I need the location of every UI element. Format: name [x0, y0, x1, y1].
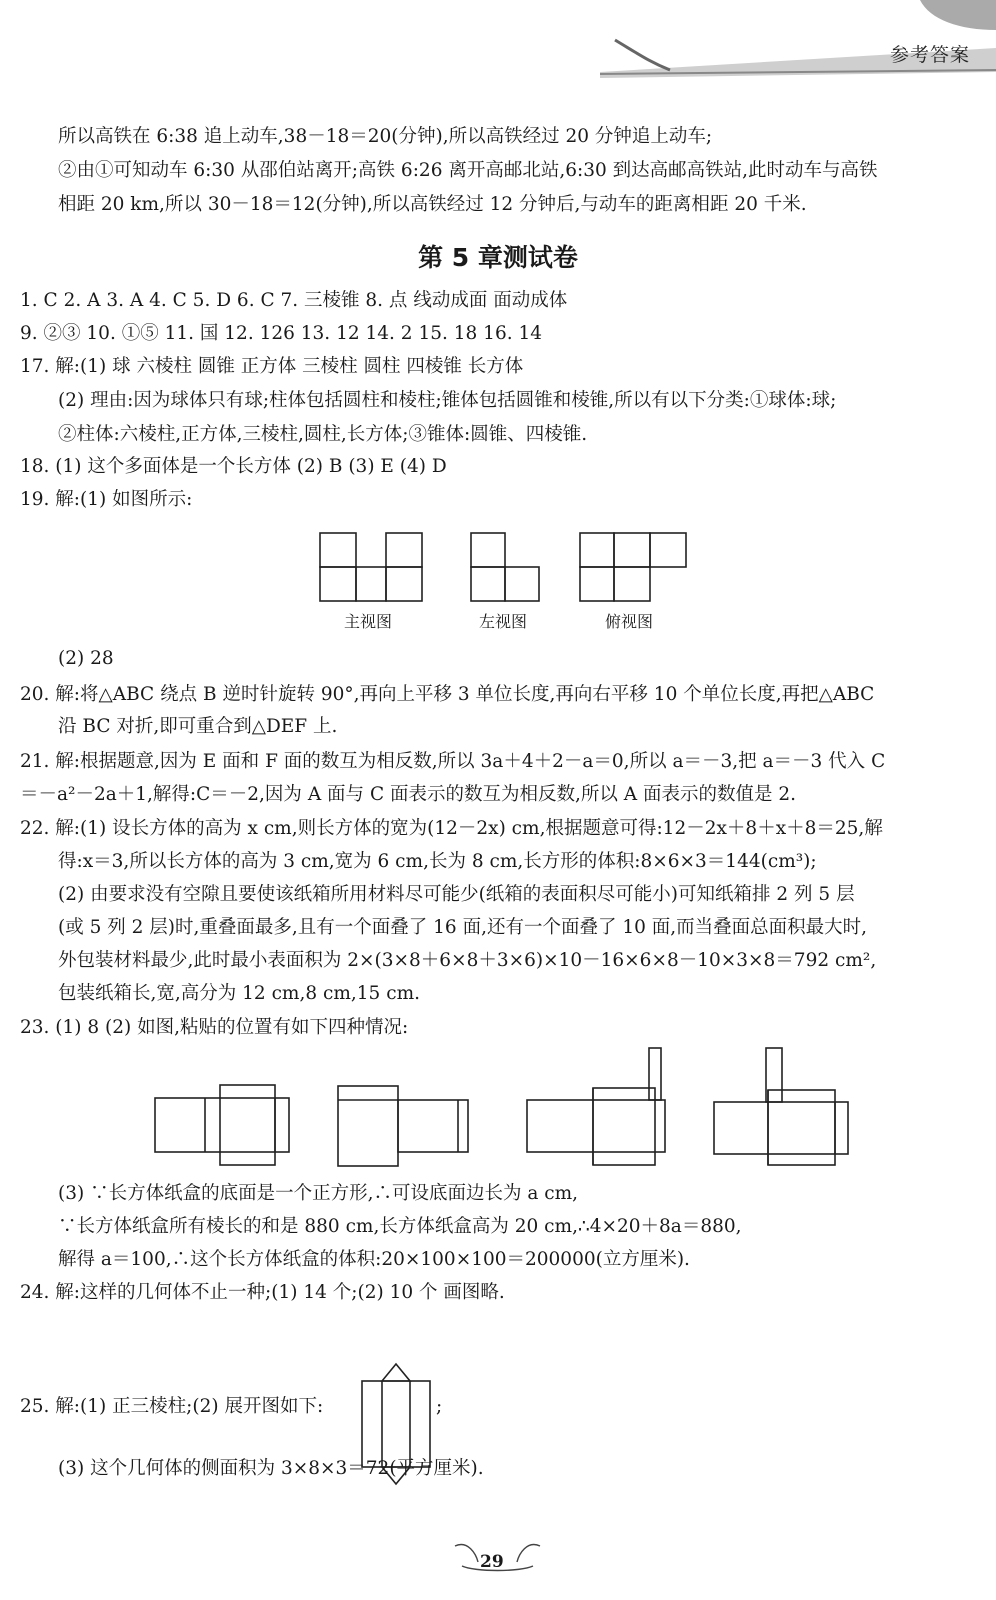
answer-23-part3-line2: ∵长方体纸盒所有棱长的和是 880 cm,长方体纸盒高为 20 cm,∴4×20＋8a＝880, — [58, 1216, 742, 1237]
section-title: 第 5 章测试卷 — [418, 243, 578, 272]
header-label: 参考答案 — [889, 44, 970, 66]
answer-24: 24. 解:这样的几何体不止一种;(1) 14 个;(2) 10 个 画图略. — [20, 1282, 505, 1303]
answer-22-line4: (或 5 列 2 层)时,重叠面最多,且有一个面叠了 16 面,还有一个面叠了 10 面,而当叠面总面积最大时, — [58, 917, 868, 938]
answers-1-8: 1. C 2. A 3. A 4. C 5. D 6. C 7. 三棱锥 8. 点 线动成面 面动成体 — [20, 290, 568, 311]
page-header — [0, 0, 996, 92]
caption-top-view: 俯视图 — [605, 612, 654, 631]
caption-front-view: 主视图 — [344, 612, 393, 631]
answer-21-line2: ＝－a²－2a＋1,解得:C＝－2,因为 A 面与 C 面表示的数互为相反数,所以 A 面表示的数值是 2. — [20, 784, 797, 805]
answer-25-line1-tail: ; — [436, 1396, 443, 1417]
answer-22-line1: 22. 解:(1) 设长方体的高为 x cm,则长方体的宽为(12－2x) cm,根据题意可得:12－2x＋8＋x＋8＝25,解 — [20, 818, 883, 839]
answer-22-line2: 得:x＝3,所以长方体的高为 3 cm,宽为 6 cm,长为 8 cm,长方形的体积:8×6×3＝144(cm³); — [58, 851, 817, 872]
intro-line-2: ②由①可知动车 6:30 从邵伯站离开;高铁 6:26 离开高邮北站,6:30 到达高邮高铁站,此时动车与高铁 — [58, 160, 878, 181]
answer-18: 18. (1) 这个多面体是一个长方体 (2) B (3) E (4) D — [20, 456, 447, 477]
caption-left-view: 左视图 — [479, 612, 528, 631]
answer-23-part3-line1: (3) ∵长方体纸盒的底面是一个正方形,∴可设底面边长为 a cm, — [58, 1183, 579, 1204]
answer-23-intro: 23. (1) 8 (2) 如图,粘贴的位置有如下四种情况: — [20, 1017, 409, 1038]
answer-17-part1: 17. 解:(1) 球 六棱柱 圆锥 正方体 三棱柱 圆柱 四棱锥 长方体 — [20, 356, 524, 377]
answer-17-part2: (2) 理由:因为球体只有球;柱体包括圆柱和棱柱;锥体包括圆锥和棱锥,所以有以下分类:①球体:球; — [58, 390, 837, 411]
answer-22-line6: 包装纸箱长,宽,高分为 12 cm,8 cm,15 cm. — [58, 983, 420, 1004]
answer-20-line2: 沿 BC 对折,即可重合到△DEF 上. — [58, 716, 338, 737]
answer-17-part3: ②柱体:六棱柱,正方体,三棱柱,圆柱,长方体;③锥体:圆锥、四棱锥. — [58, 424, 588, 445]
answer-25-part3: (3) 这个几何体的侧面积为 3×8×3＝72(平方厘米). — [58, 1458, 484, 1479]
answer-19-intro: 19. 解:(1) 如图所示: — [20, 489, 193, 510]
answer-23-part3-line3: 解得 a＝100,∴这个长方体纸盒的体积:20×100×100＝200000(立方厘米). — [58, 1249, 690, 1270]
answer-20-line1: 20. 解:将△ABC 绕点 B 逆时针旋转 90°,再向上平移 3 单位长度,再向右平移 10 个单位长度,再把△ABC — [20, 684, 875, 705]
answer-19-part2: (2) 28 — [58, 648, 114, 669]
page-number: 29 — [480, 1552, 504, 1572]
answers-9-16: 9. ②③ 10. ①⑤ 11. 国 12. 126 13. 12 14. 2 15. 18 16. 14 — [20, 323, 543, 344]
intro-line-3: 相距 20 km,所以 30－18＝12(分钟),所以高铁经过 12 分钟后,与动车的距离相距 20 千米. — [58, 194, 807, 215]
answer-22-line3: (2) 由要求没有空隙且要使该纸箱所用材料尽可能少(纸箱的表面积尽可能小)可知纸箱排 2 列 5 层 — [58, 884, 855, 905]
intro-line-1: 所以高铁在 6:38 追上动车,38－18＝20(分钟),所以高铁经过 20 分钟追上动车; — [58, 126, 713, 147]
answer-25-line1: 25. 解:(1) 正三棱柱;(2) 展开图如下: — [20, 1396, 324, 1417]
header-decoration — [0, 0, 996, 92]
answer-21-line1: 21. 解:根据题意,因为 E 面和 F 面的数互为相反数,所以 3a＋4＋2－a＝0,所以 a＝－3,把 a＝－3 代入 C — [20, 751, 886, 772]
answer-22-line5: 外包装材料最少,此时最小表面积为 2×(3×8＋6×8＋3×6)×10－16×6×8－10×3×8＝792 cm², — [58, 950, 877, 971]
